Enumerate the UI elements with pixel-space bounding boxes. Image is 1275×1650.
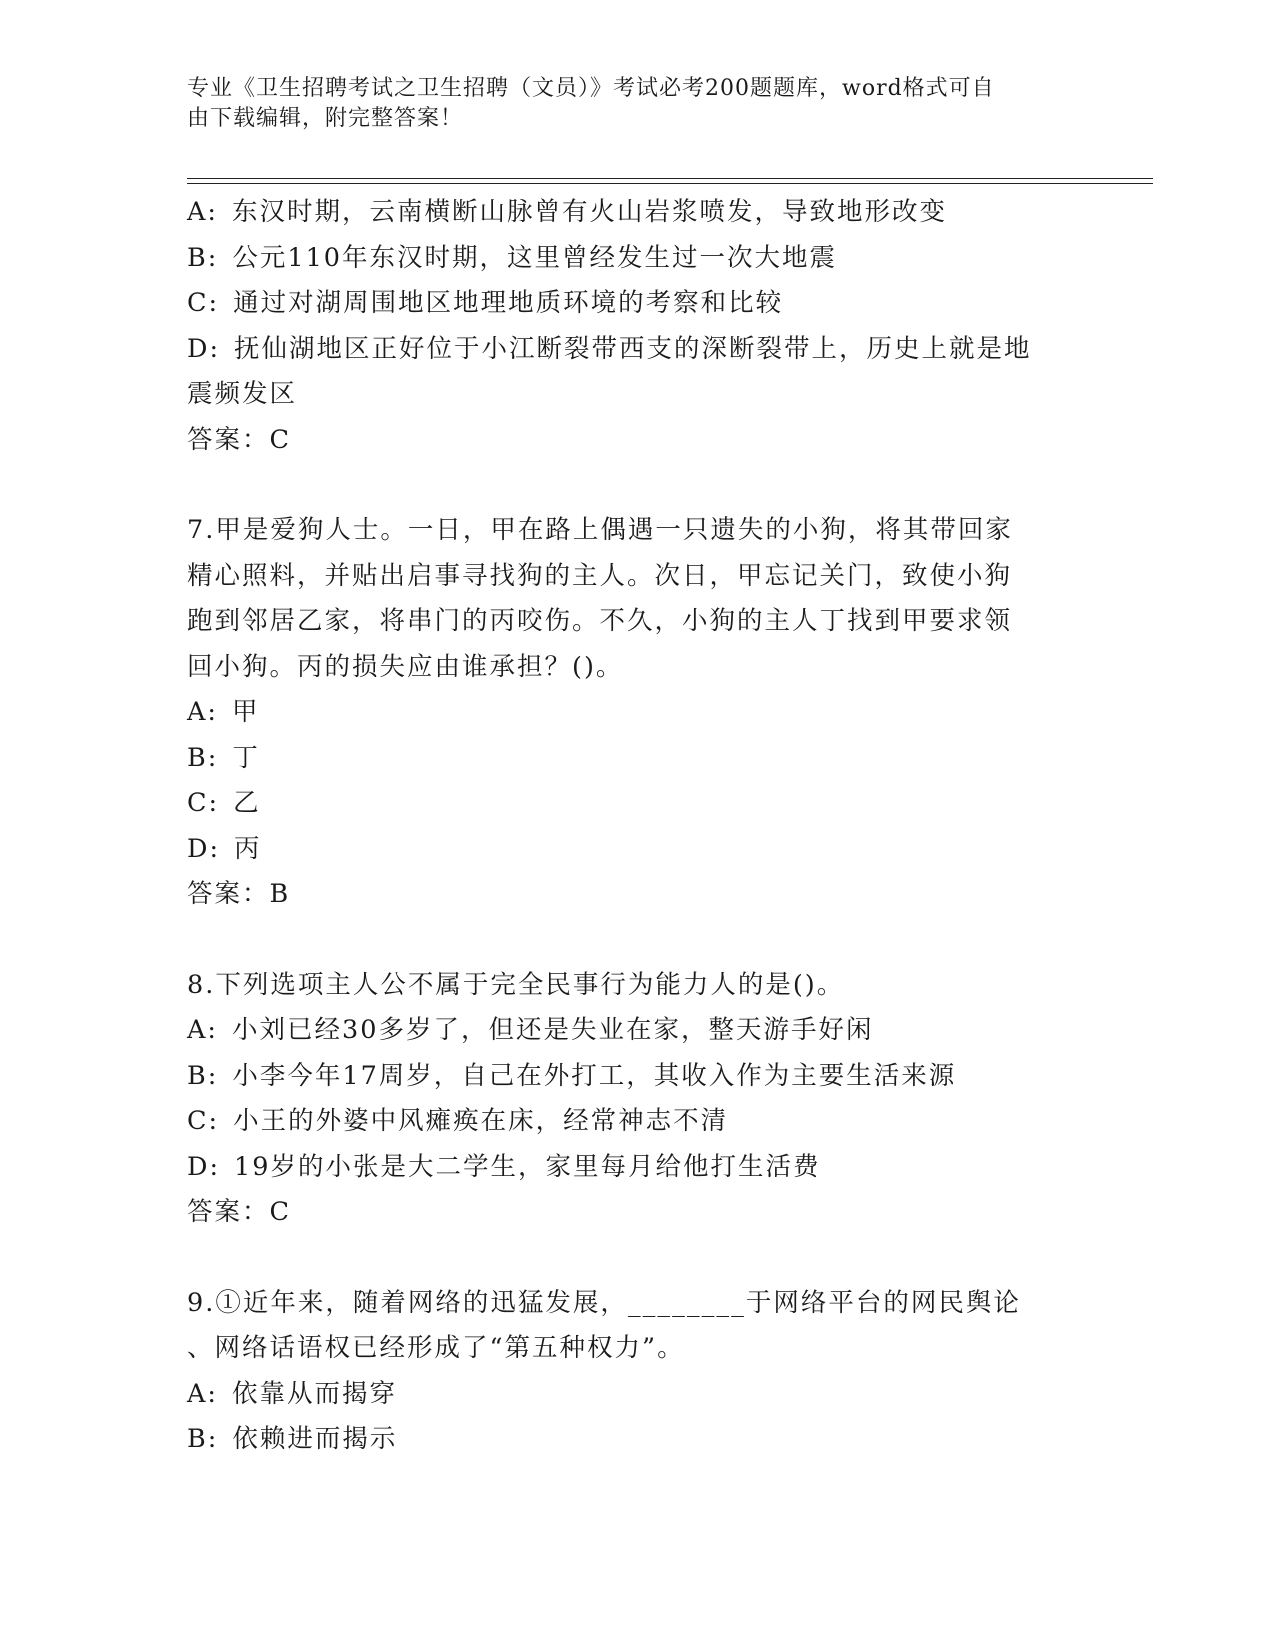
option-text: 丙 (234, 833, 262, 864)
option-letter: A: (187, 1378, 219, 1409)
question-text-line: 回小狗。丙的损失应由谁承担？()。 (187, 651, 624, 682)
option-letter: B: (187, 742, 219, 773)
option-letter: A: (187, 697, 219, 727)
option-d (187, 1145, 1067, 1191)
option-text: 震频发区 (187, 379, 298, 409)
question-7 (187, 508, 1067, 918)
answer-line: 答案：C (187, 424, 292, 455)
option-b (187, 736, 1067, 782)
header-line-2: 由下载编辑，附完整答案！ (187, 106, 464, 131)
question-text-line: 9.①近年来，随着网络的迅猛发展，________于网络平台的网民舆论 (187, 1287, 1021, 1318)
option-b (187, 236, 1067, 282)
option-letter: B: (187, 1060, 219, 1091)
option-a (187, 1372, 1067, 1418)
option-text: 19岁的小张是大二学生，家里每月给他打生活费 (234, 1151, 821, 1182)
option-text: 依靠从而揭穿 (232, 1378, 398, 1409)
option-c (187, 1099, 1067, 1145)
answer-line: 答案：C (187, 1197, 292, 1227)
document-header (187, 74, 1067, 134)
option-a (187, 190, 1067, 236)
option-text: 甲 (232, 697, 260, 727)
option-b (187, 1054, 1067, 1100)
option-text: 通过对湖周围地区地理地质环境的考察和比较 (233, 288, 784, 318)
question-6-continued (187, 190, 1067, 463)
option-letter: B: (187, 1424, 219, 1454)
option-letter: C: (187, 1106, 220, 1136)
option-d-continued (187, 372, 1067, 418)
option-text: 小刘已经30多岁了，但还是失业在家，整天游手好闲 (232, 1015, 874, 1045)
option-d (187, 327, 1067, 373)
option-text: 依赖进而揭示 (232, 1424, 398, 1454)
option-a (187, 1008, 1067, 1054)
document-body (187, 190, 1067, 1463)
header-divider-bottom (187, 183, 1153, 184)
option-c (187, 781, 1067, 827)
option-letter: A: (187, 1015, 219, 1045)
option-d (187, 827, 1067, 873)
option-letter: C: (187, 288, 220, 318)
option-a (187, 690, 1067, 736)
header-divider-top (187, 178, 1153, 179)
option-c (187, 281, 1067, 327)
question-8 (187, 963, 1067, 1236)
option-b (187, 1417, 1067, 1463)
question-text-line: 7.甲是爱狗人士。一日，甲在路上偶遇一只遗失的小狗，将其带回家 (187, 515, 1013, 545)
option-text: 乙 (233, 788, 261, 818)
question-text-line: 8.下列选项主人公不属于完全民事行为能力人的是()。 (187, 969, 845, 1000)
option-text: 抚仙湖地区正好位于小江断裂带西支的深断裂带上，历史上就是地 (234, 333, 1032, 364)
question-text-line: 跑到邻居乙家，将串门的丙咬伤。不久，小狗的主人丁找到甲要求领 (187, 606, 1013, 636)
question-9 (187, 1281, 1067, 1463)
question-text-line: 精心照料，并贴出启事寻找狗的主人。次日，甲忘记关门，致使小狗 (187, 560, 1013, 591)
option-letter: D: (187, 333, 221, 364)
header-line-1: 专业《卫生招聘考试之卫生招聘（文员）》考试必考200题题库，word格式可自 (187, 76, 995, 101)
option-text: 小王的外婆中风瘫痪在床，经常神志不清 (233, 1106, 729, 1136)
option-letter: C: (187, 788, 220, 818)
option-text: 公元110年东汉时期，这里曾经发生过一次大地震 (232, 242, 838, 273)
option-text: 丁 (232, 742, 260, 773)
option-letter: A: (187, 197, 219, 227)
option-letter: D: (187, 1151, 221, 1182)
option-letter: B: (187, 242, 219, 273)
option-letter: D: (187, 833, 221, 864)
answer-line: 答案：B (187, 879, 291, 909)
option-text: 小李今年17周岁，自己在外打工，其收入作为主要生活来源 (232, 1060, 957, 1091)
question-text-line: 、网络话语权已经形成了“第五种权力”。 (187, 1333, 685, 1363)
option-text: 东汉时期，云南横断山脉曾有火山岩浆喷发，导致地形改变 (232, 197, 948, 227)
